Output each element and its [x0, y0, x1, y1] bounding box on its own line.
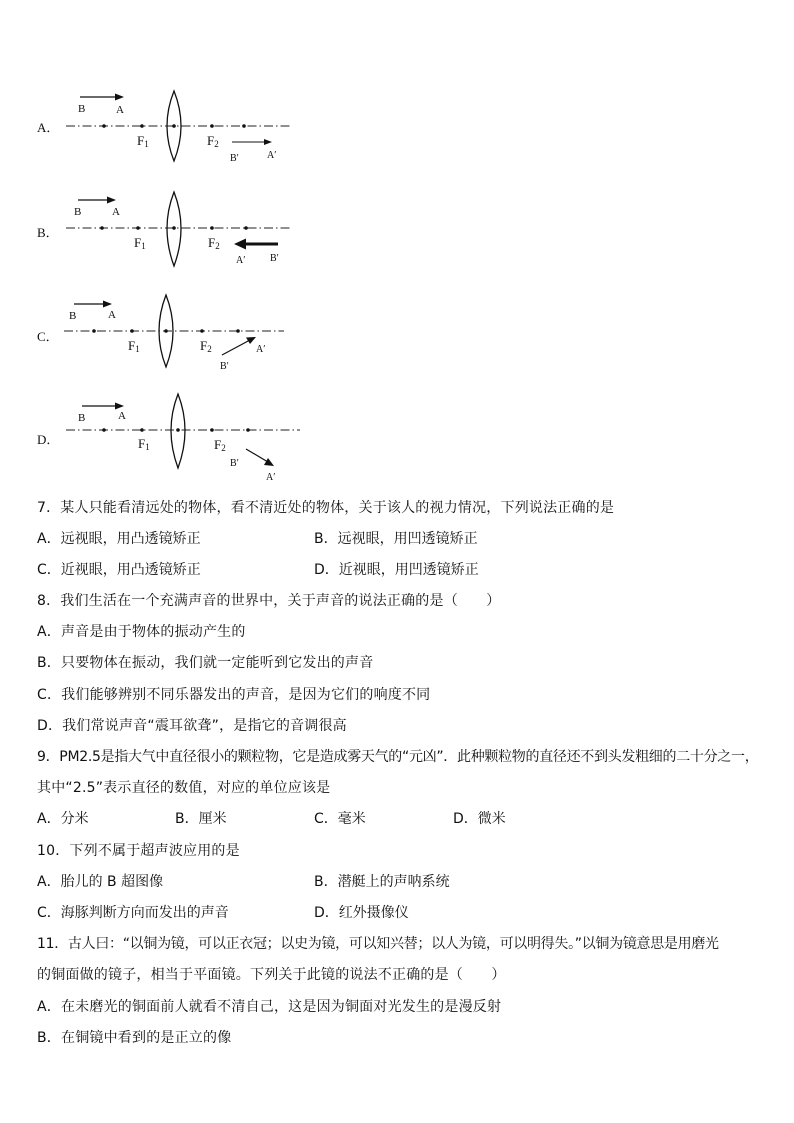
question-7-stem: 7．某人只能看清远处的物体，看不清近处的物体，关于该人的视力情况，下列说法正确的是: [37, 500, 615, 516]
image-b-label: B′: [230, 458, 239, 469]
q8-option-c: C．我们能够辨别不同乐器发出的声音，是因为它们的响度不同: [37, 687, 431, 703]
question-11-stem-line1: 11．古人曰：“以铜为镜，可以正衣冠；以史为镜，可以知兴替；以人为镜，可以明得失。”以铜为镜意思是用磨光: [37, 936, 719, 952]
diagram-b-option-label: B．: [37, 225, 59, 240]
image-a-label: A′: [236, 255, 246, 266]
q10-option-d: D．红外摄像仪: [314, 905, 409, 921]
lens-diagram-b: [60, 190, 300, 275]
diagram-d-option-label: D．: [37, 432, 60, 447]
svg-text:F1: F1: [134, 235, 146, 251]
q7-option-d: D．近视眼，用凹透镜矫正: [314, 562, 479, 578]
q8-option-b: B．只要物体在振动，我们就一定能听到它发出的声音: [37, 655, 374, 671]
question-9-stem-line1: 9．PM2.5是指大气中直径很小的颗粒物，它是造成雾天气的“元凶”．此种颗粒物的直径还不到头发粗细的二十分之一，: [37, 749, 759, 765]
image-a-label: A′: [267, 150, 277, 161]
lens-diagram-a: [60, 85, 300, 170]
diagram-a-option-label: A．: [37, 120, 60, 135]
image-b-label: B′: [270, 253, 279, 264]
image-b-label: B′: [230, 153, 239, 164]
object-b-label: B: [78, 412, 86, 424]
object-b-label: B: [78, 103, 86, 115]
question-9-stem-line2: 其中“2.5”表示直径的数值，对应的单位应该是: [37, 780, 331, 796]
lens-diagram-d: [60, 390, 300, 485]
question-8-stem: 8．我们生活在一个充满声音的世界中，关于声音的说法正确的是（ ）: [37, 593, 501, 609]
q10-option-b: B．潜艇上的声呐系统: [314, 874, 450, 890]
svg-text:F2: F2: [214, 437, 226, 453]
q9-option-b: B．厘米: [175, 811, 227, 827]
object-b-label: B: [69, 310, 77, 322]
question-11-stem-line2: 的铜面做的镜子，相当于平面镜。下列关于此镜的说法不正确的是（ ）: [37, 967, 506, 983]
object-a-label: A: [118, 410, 126, 422]
object-a-label: A: [116, 104, 124, 116]
q9-option-c: C．毫米: [314, 811, 366, 827]
q10-option-c: C．海豚判断方向而发出的声音: [37, 905, 229, 921]
q8-option-a: A．声音是由于物体的振动产生的: [37, 624, 246, 640]
object-b-label: B: [74, 206, 82, 218]
q8-option-d: D．我们常说声音“震耳欲聋”，是指它的音调很高: [37, 718, 347, 734]
lens-diagram-c: [60, 293, 300, 378]
q9-option-a: A．分米: [37, 811, 89, 827]
q9-option-d: D．微米: [453, 811, 506, 827]
svg-text:F2: F2: [208, 235, 220, 251]
svg-text:F1: F1: [138, 436, 150, 452]
q7-option-c: C．近视眼，用凸透镜矫正: [37, 562, 201, 578]
object-a-label: A: [112, 206, 120, 218]
question-10-stem: 10．下列不属于超声波应用的是: [37, 843, 240, 859]
svg-text:F2: F2: [207, 133, 219, 149]
diagram-c-option-label: C．: [37, 329, 59, 344]
image-b-label: B′: [220, 361, 229, 372]
svg-text:F1: F1: [137, 133, 149, 149]
q7-option-b: B．远视眼，用凹透镜矫正: [314, 531, 478, 547]
q10-option-a: A．胎儿的 B 超图像: [37, 874, 164, 890]
q7-option-a: A．远视眼，用凸透镜矫正: [37, 531, 201, 547]
object-a-label: A: [108, 309, 116, 321]
image-a-label: A′: [256, 344, 266, 355]
svg-text:F2: F2: [200, 338, 212, 354]
q11-option-a: A．在未磨光的铜面前人就看不清自己，这是因为铜面对光发生的是漫反射: [37, 999, 502, 1015]
q11-option-b: B．在铜镜中看到的是正立的像: [37, 1030, 232, 1046]
image-a-label: A′: [266, 472, 276, 483]
svg-text:F1: F1: [128, 338, 140, 354]
